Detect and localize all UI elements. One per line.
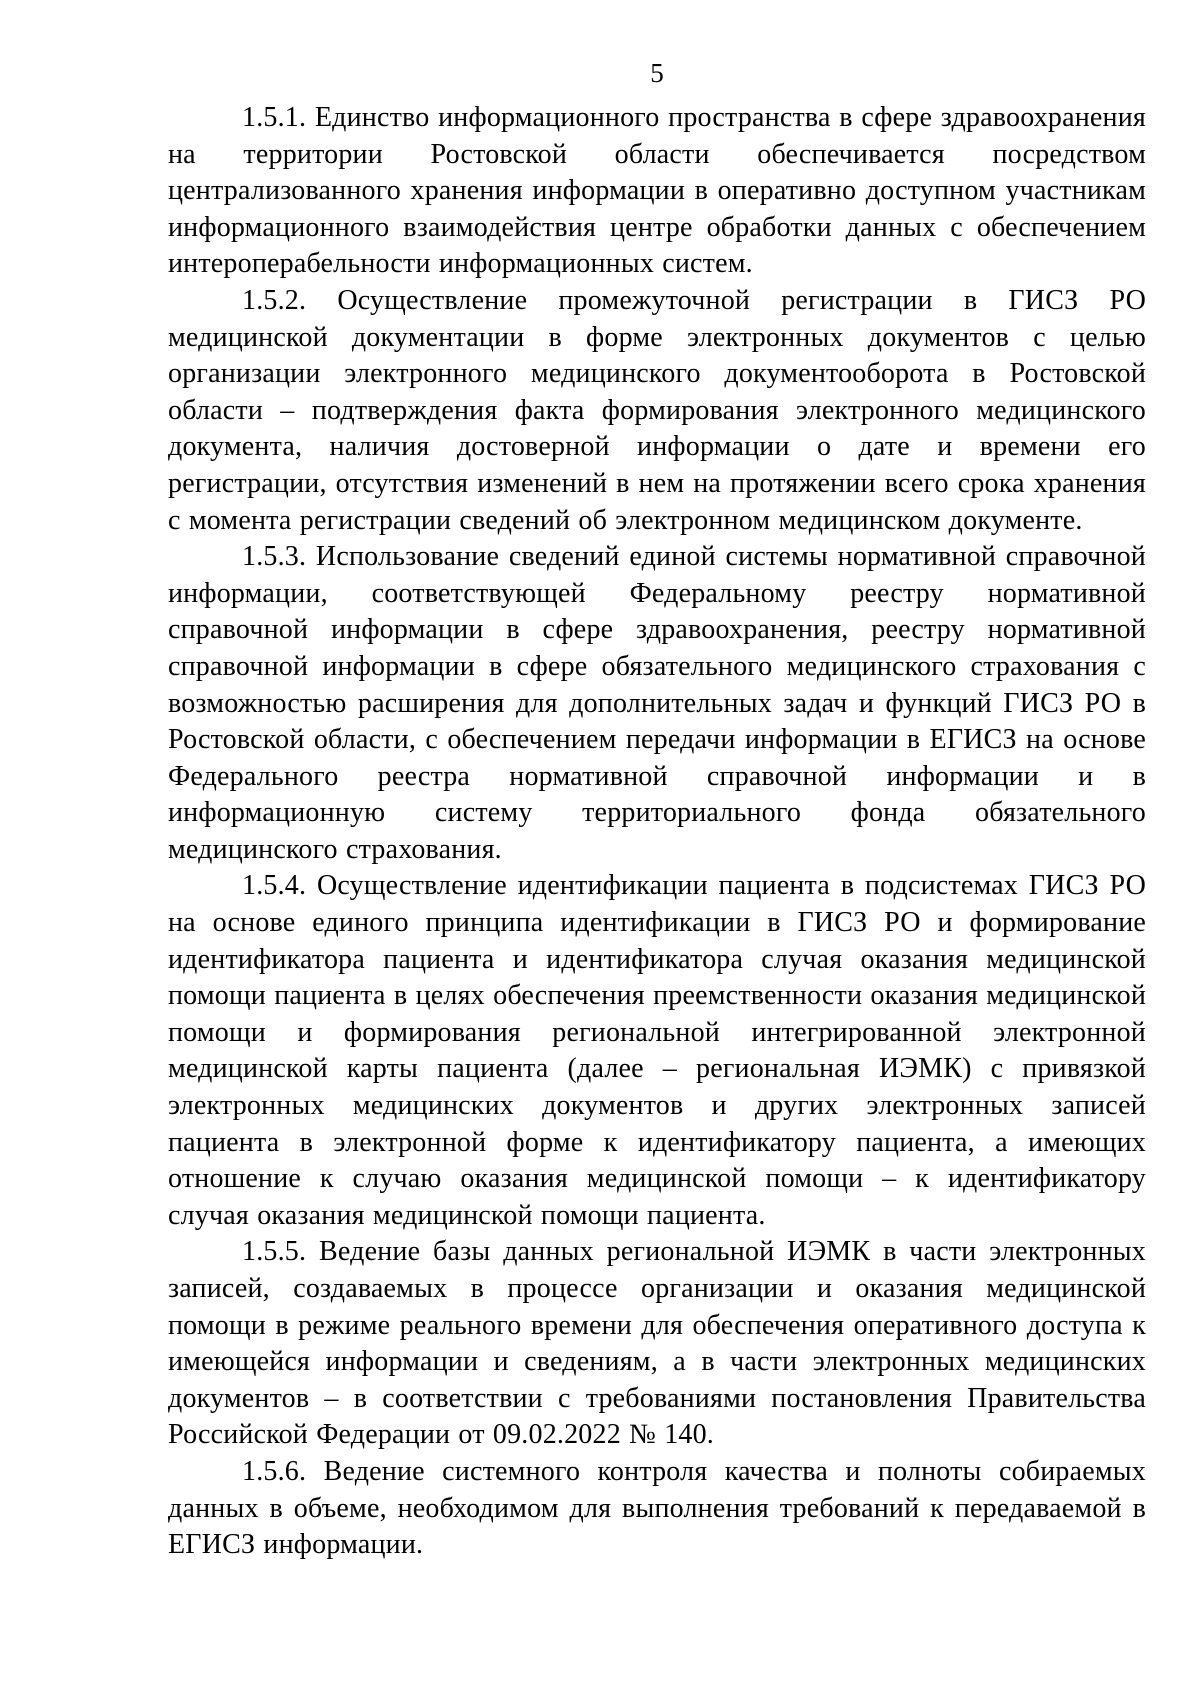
document-content [168,100,1146,1564]
paragraph-1-5-1: 1.5.1. Единство информационного пространства в сфере здравоохранения на территории Ростовской области обеспечивается посредством централизованного хранения информации в оперативно доступном участникам информационного взаимодействия центре обработки данных с обеспечением интероперабельности информационных систем. [168,102,1146,280]
page-number: 5 [650,58,664,88]
paragraph-1-5-3: 1.5.3. Использование сведений единой системы нормативной справочной информации, соответствующей Федеральному реестру нормативной справочной информации в сфере здравоохранения, реестру нормативной справочной информации в сфере обязательного медицинского страхования с возможностью расширения для дополнительных задач и функций ГИСЗ РО в Ростовской области, с обеспечением передачи информации в ЕГИСЗ на основе Федерального реестра нормативной справочной информации и в информационную систему территориального фонда обязательного медицинского страхования. [168,541,1146,865]
paragraph-1-5-5: 1.5.5. Ведение базы данных региональной ИЭМК в части электронных записей, создаваемых в процессе организации и оказания медицинской помощи в режиме реального времени для обеспечения оперативного доступа к имеющейся информации и сведениям, а в части электронных медицинских документов – в соответствии с требованиями постановления Правительства Российской Федерации от 09.02.2022 № 140. [168,1236,1146,1451]
paragraph-1-5-2: 1.5.2. Осуществление промежуточной регистрации в ГИСЗ РО медицинской документации в форме электронных документов с целью организации электронного медицинского документооборота в Ростовской области – подтверждения факта формирования электронного медицинского документа, наличия достоверной информации о дате и времени его регистрации, отсутствия изменений в нем на протяжении всего срока хранения с момента регистрации сведений об электронном медицинском документе. [168,284,1146,536]
paragraph-1-5-4: 1.5.4. Осуществление идентификации пациента в подсистемах ГИСЗ РО на основе единого принципа идентификации в ГИСЗ РО и формирование идентификатора пациента и идентификатора случая оказания медицинской помощи пациента в целях обеспечения преемственности оказания медицинской помощи и формирования региональной интегрированной электронной медицинской карты пациента (далее – региональная ИЭМК) с привязкой электронных медицинских документов и других электронных записей пациента в электронной форме к идентификатору пациента, а имеющих отношение к случаю оказания медицинской помощи – к идентификатору случая оказания медицинской помощи пациента. [168,870,1146,1231]
paragraph-1-5-6: 1.5.6. Ведение системного контроля качества и полноты собираемых данных в объеме, необходимом для выполнения требований к передаваемой в ЕГИСЗ информации. [168,1455,1146,1561]
